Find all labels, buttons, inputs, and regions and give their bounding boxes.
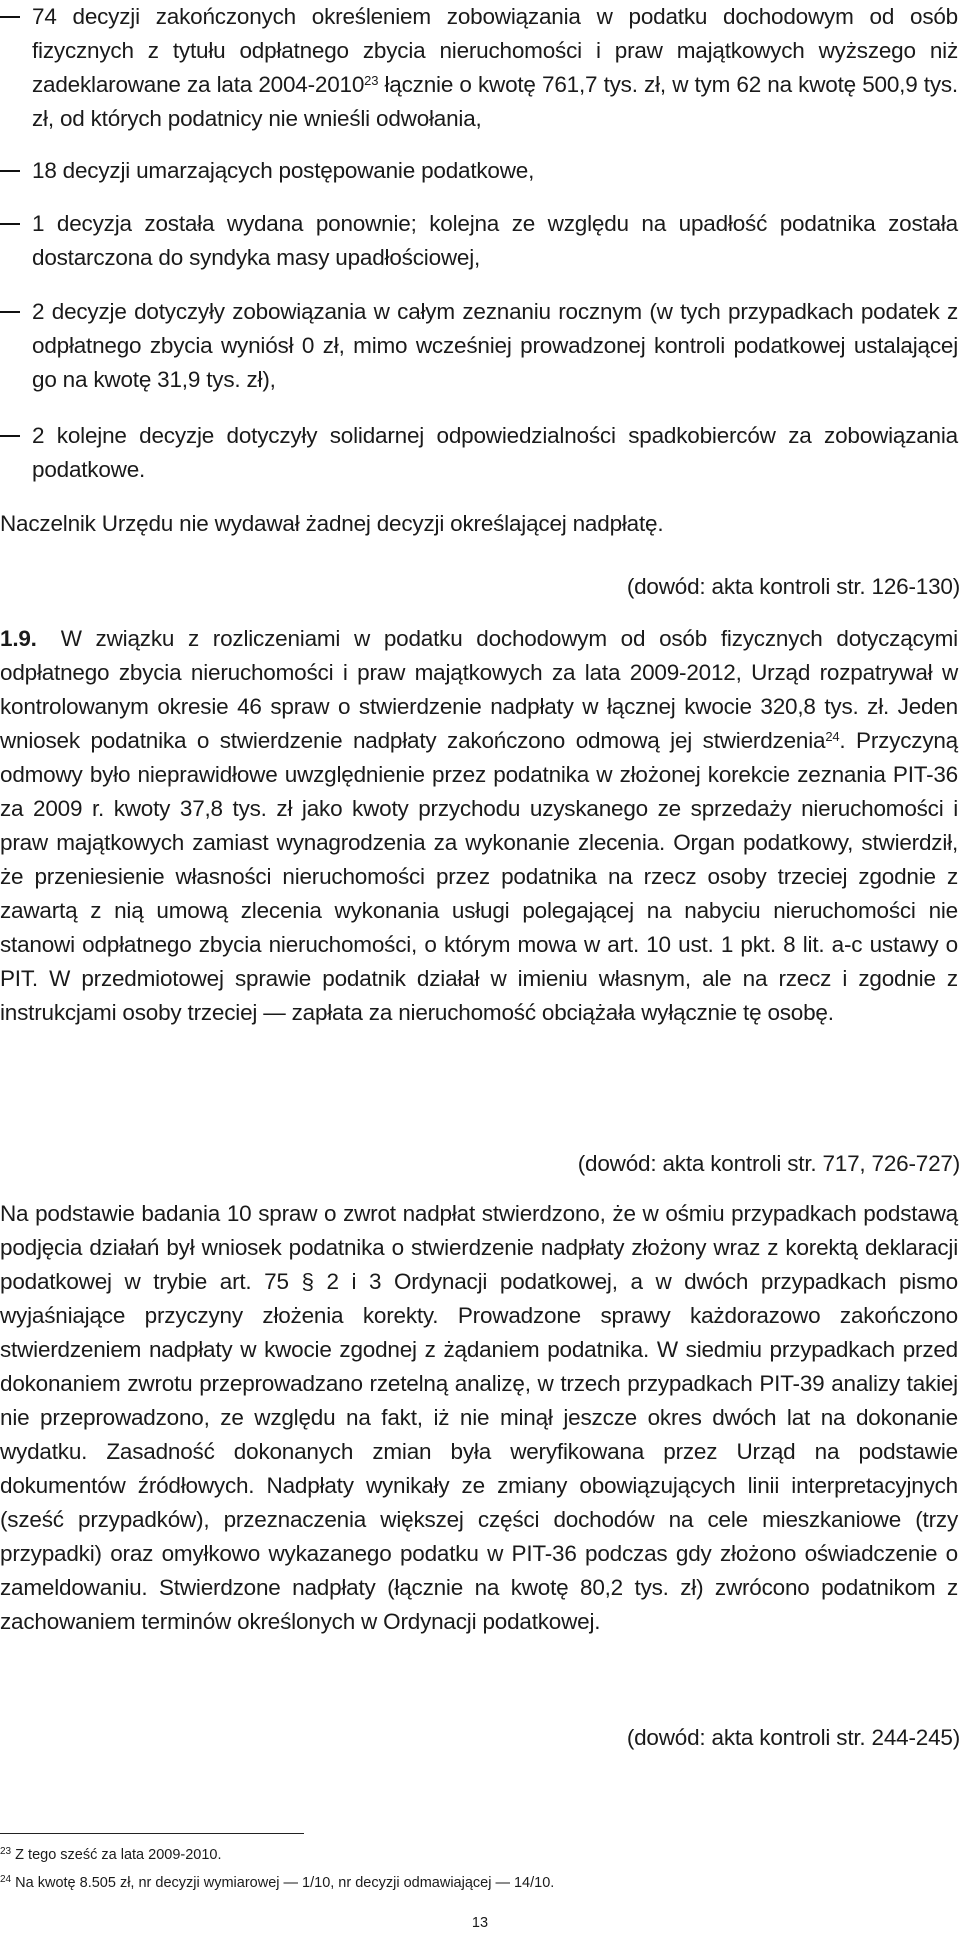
evidence-reference: (dowód: akta kontroli str. 717, 726-727) <box>577 1151 960 1176</box>
evidence-reference: (dowód: akta kontroli str. 126-130) <box>626 574 960 599</box>
dash-bullet-icon <box>0 311 20 313</box>
list-item <box>0 419 958 487</box>
list-item-text: 2 kolejne decyzje dotyczyły solidarnej odpowiedzialności spadkobierców za zobowiązania podatkowe. <box>32 423 958 482</box>
evidence-reference: (dowód: akta kontroli str. 244-245) <box>626 1725 960 1750</box>
list-item-text: 74 decyzji zakończonych określeniem zobowiązania w podatku dochodowym od osób fizycznych z tytułu odpłatnego zbycia nieruchomości i praw majątkowych wyższego niż zadeklarowane za lata 2004-2010$^{23}$ łącznie o kwotę 761,7 tys. zł, w tym 62 na kwotę 500,9 tys. zł, od których podatnicy nie wnieśli odwołania, <box>32 4 958 131</box>
footnote-ref: 23 <box>364 73 379 88</box>
footnote-ref: 24 <box>825 729 840 744</box>
list-item <box>0 154 958 188</box>
paragraph-badanie: Na podstawie badania 10 spraw o zwrot nadpłat stwierdzono, że w ośmiu przypadkach podstawą podjęcia działań był wniosek podatnika o stwierdzenie nadpłaty złożony wraz z korektą deklaracji podatkowej w trybie art. 75 § 2 i 3 Ordynacji podatkowej, a w dwóch przypadkach pismo wyjaśniające przyczyny złożenia korekty. Prowadzone sprawy każdorazowo zakończono stwierdzeniem nadpłaty w kwocie zgodnej z żądaniem podatnika. W siedmiu przypadkach przed dokonaniem zwrotu przeprowadzano rzetelną analizę, w trzech przypadkach PIT-39 analizy takiej nie przeprowadzono, ze względu na fakt, iż nie minął jeszcze okres dwóch lat na dokonanie wydatku. Zasadność dokonanych zmian była weryfikowana przez Urząd na podstawie dokumentów źródłowych. Nadpłaty wynikały ze zmiany obowiązujących linii interpretacyjnych (sześć przypadków), przeznaczenia większej części dochodów na cele mieszkaniowe (trzy przypadki) oraz omyłkowo wykazanego podatku w PIT-36 podczas gdy złożono oświadczenie o zameldowaniu. Stwierdzone nadpłaty (łącznie na kwotę 80,2 tys. zł) zwrócono podatnikom z zachowaniem terminów określonych w Ordynacji podatkowej. <box>0 1201 958 1634</box>
footnote: $^{23}$ Z tego sześć za lata 2009-2010. <box>0 1846 222 1863</box>
list-item-text: 2 decyzje dotyczyły zobowiązania w całym zeznaniu rocznym (w tych przypadkach podatek z odpłatnego zbycia wyniósł 0 zł, mimo wcześniej prowadzonej kontroli podatkowej ustalającej go na kwotę 31,9 tys. zł), <box>32 299 958 392</box>
section-1-9-paragraph: 1.9. W związku z rozliczeniami w podatku dochodowym od osób fizycznych dotyczącymi odpłatnego zbycia nieruchomości i praw majątkowych za lata 2009-2012, Urząd rozpatrywał w kontrolowanym okresie 46 spraw o stwierdzenie nadpłaty w łącznej kwocie 320,8 tys. zł. Jeden wniosek podatnika o stwierdzenie nadpłaty zakończono odmową jej stwierdzenia$^{24}$. Przyczyną odmowy było nieprawidłowe uwzględnienie przez podatnika w złożonej korekcie zeznania PIT-36 za 2009 r. kwoty 37,8 tys. zł jako kwoty przychodu uzyskanego ze sprzedaży nieruchomości i praw majątkowych zamiast wynagrodzenia za wykonanie zlecenia. Organ podatkowy, stwierdził, że przeniesienie własności nieruchomości przez podatnika na rzecz osoby trzeciej zgodnie z zawartą z nią umową zlecenia wykonania usługi polegającej na nabyciu nieruchomości nie stanowi odpłatnego zbycia nieruchomości, o którym mowa w art. 10 ust. 1 pkt. 8 lit. a-c ustawy o PIT. W przedmiotowej sprawie podatnik działał w imieniu własnym, ale na rzecz i zgodnie z instrukcjami osoby trzeciej — zapłata za nieruchomość obciążała wyłącznie tę osobę. <box>0 626 958 1025</box>
dash-bullet-icon <box>0 170 20 172</box>
section-number: 1.9. <box>0 626 37 651</box>
footnote: $^{24}$ Na kwotę 8.505 zł, nr decyzji wymiarowej — 1/10, nr decyzji odmawiającej — 14/10. <box>0 1874 555 1891</box>
list-item <box>0 207 958 275</box>
list-item-text: 18 decyzji umarzających postępowanie podatkowe, <box>32 158 535 183</box>
dash-bullet-icon <box>0 435 20 437</box>
dash-bullet-icon <box>0 16 20 18</box>
list-item <box>0 295 958 397</box>
list-item-text: 1 decyzja została wydana ponownie; kolejna ze względu na upadłość podatnika została dostarczona do syndyka masy upadłościowej, <box>32 211 958 270</box>
dash-bullet-icon <box>0 223 20 225</box>
list-item <box>0 0 958 136</box>
footnote-separator <box>0 1833 304 1834</box>
paragraph-naczelnik: Naczelnik Urzędu nie wydawał żadnej decyzji określającej nadpłatę. <box>0 511 664 536</box>
page-number: 13 <box>471 1915 489 1931</box>
